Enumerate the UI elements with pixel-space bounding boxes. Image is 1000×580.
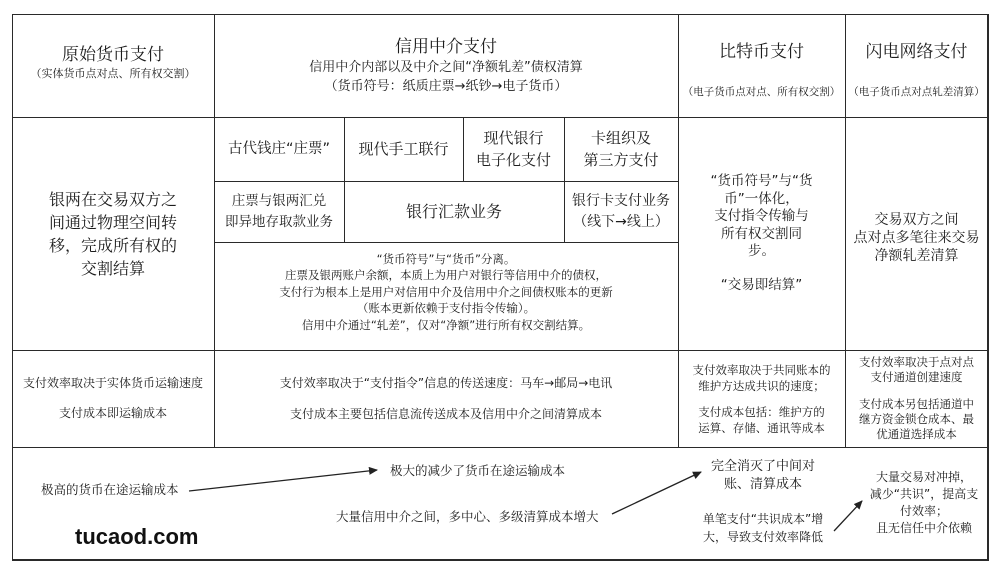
header-cell-bitcoin xyxy=(678,14,845,117)
arrow-credit-to-bitcoin xyxy=(612,472,701,514)
text-line: 维护方达成共识的速度； xyxy=(698,378,825,393)
text-line: 交割结算 xyxy=(80,258,145,278)
text-line: 大量交易对冲掉， xyxy=(875,470,972,484)
subcell-bank-remittance xyxy=(344,181,564,242)
text-line: 单笔支付“共识成本”增 xyxy=(702,512,824,526)
column-title: 信用中介支付 xyxy=(395,36,497,57)
text-line: 银行汇款业务 xyxy=(405,201,502,221)
column-title: 闪电网络支付 xyxy=(865,42,968,62)
text-line: 移，完成所有权的 xyxy=(48,235,177,255)
arrow-original-to-credit xyxy=(189,470,377,491)
subcell-manual-interbank xyxy=(344,117,463,181)
text-line: 支付行为根本上是用户对信用中介及信用中介之间债权账本的更新 xyxy=(279,284,613,299)
text-line: 所有权交割同 xyxy=(721,225,802,242)
column-title: 比特币支付 xyxy=(719,42,804,62)
text-line: 古代钱庄“庄票” xyxy=(227,141,331,157)
mechanism-cell-original xyxy=(12,117,214,350)
text-line: 减少“共识”，提高支 xyxy=(869,487,979,501)
text-line: 庄票与银两汇兑 xyxy=(231,192,327,209)
text-line: 步。 xyxy=(748,243,775,259)
header-cell-original-currency xyxy=(12,14,214,117)
text-line: 完全消灭了中间对 xyxy=(710,459,815,474)
text-line: 支付效率取决于实体货币运输速度 xyxy=(22,376,203,390)
text-line: 卡组织及 xyxy=(590,129,651,147)
text-line: 运算、存储、通讯等成本 xyxy=(698,420,825,435)
text-line: （账本更新依赖于支付指令传输）。 xyxy=(356,301,536,316)
text-line: 庄票及银两账户余额，本质上为用户对银行等信用中介的债权， xyxy=(285,268,607,283)
text-line: 币”一体化， xyxy=(724,190,799,207)
efficiency-cell-original xyxy=(12,350,214,447)
text-line: 银两在交易双方之 xyxy=(48,189,177,209)
column-title: 原始货币支付 xyxy=(62,44,164,65)
text-line: 继方资金锁仓成本、最 xyxy=(859,412,974,426)
efficiency-cell-lightning xyxy=(845,350,988,447)
table-border-bottom xyxy=(12,559,989,561)
text-line: 大，导致支付效率降低 xyxy=(702,529,823,544)
subcell-card-third-party xyxy=(564,117,678,181)
subcell-electronic-banking xyxy=(463,117,564,181)
text-line: 银行卡支付业务 xyxy=(572,192,670,209)
text-line: 第三方支付 xyxy=(583,151,659,169)
arrow-bitcoin-to-lightning xyxy=(834,501,862,531)
text-line: 账、清算成本 xyxy=(723,476,802,492)
subcell-ancient-bank-notes xyxy=(214,117,344,181)
column-subtitle: （电子货币点对点、所有权交割） xyxy=(682,86,841,98)
evolution-bitcoin-gain xyxy=(700,458,826,493)
text-line: 现代手工联行 xyxy=(358,140,449,158)
text-line: 支付成本包括：维护方的 xyxy=(698,404,825,419)
text-line: 即异地存取款业务 xyxy=(225,213,333,230)
header-cell-credit-intermediary xyxy=(214,14,678,117)
watermark: tucaod.com xyxy=(75,524,199,549)
text-line: 净额轧差清算 xyxy=(874,247,959,264)
row-divider-efficiency xyxy=(12,447,989,448)
subcell-note-exchange xyxy=(214,181,344,242)
text-line: 支付效率取决于共同账本的 xyxy=(692,362,831,377)
subcell-bank-card xyxy=(564,181,678,242)
text-line: 支付指令传输与 xyxy=(714,208,809,224)
text-line: 间通过物理空间转 xyxy=(48,212,177,232)
text-line: 支付成本即运输成本 xyxy=(58,406,167,420)
efficiency-cell-credit xyxy=(214,350,678,447)
text-line: 优通道选择成本 xyxy=(876,427,957,441)
text-line: 付效率； xyxy=(899,504,948,518)
text-line: 信用中介通过“轧差”，仅对“净额”进行所有权交割结算。 xyxy=(301,317,591,332)
text-line: 支付成本另包括通道中 xyxy=(859,397,974,411)
mechanism-cell-lightning xyxy=(845,117,988,350)
column-subtitle: （电子货币点对点轧差清算） xyxy=(848,86,985,98)
text-line: 支付通道创建速度 xyxy=(870,370,963,384)
efficiency-cell-bitcoin xyxy=(678,350,845,447)
text-line: 电子化支付 xyxy=(475,151,551,169)
evolution-original-problem: 极高的货币在途运输成本 xyxy=(41,482,179,497)
text-line: “货币符号”与“货币”分离。 xyxy=(376,251,516,266)
header-cell-lightning xyxy=(845,14,988,117)
tagline: “交易即结算” xyxy=(720,276,803,293)
column-subtitle-line: 信用中介内部以及中介之间“净额轧差”债权清算 xyxy=(309,59,583,75)
subcell-credit-summary xyxy=(214,242,678,350)
evolution-credit-problem: 大量信用中介之间，多中心、多级清算成本增大 xyxy=(336,509,599,524)
text-line: “货币符号”与“货 xyxy=(710,173,813,189)
text-line: 且无信任中介依赖 xyxy=(875,521,972,535)
text-line: 交易双方之间 xyxy=(874,211,959,228)
text-line: 支付成本主要包括信息流传送成本及信用中介之间清算成本 xyxy=(289,406,602,421)
column-subtitle-line: （货币符号：纸质庄票→纸钞→电子货币） xyxy=(324,78,568,94)
text-line: 支付效率取决于“支付指令”信息的传送速度：马车→邮局→电讯 xyxy=(279,375,613,390)
evolution-lightning-gain xyxy=(862,469,986,537)
column-subtitle: （实体货币点对点、所有权交割） xyxy=(30,66,196,80)
text-line: 支付效率取决于点对点 xyxy=(859,355,974,369)
evolution-bitcoin-problem xyxy=(695,511,831,546)
text-line: 点对点多笔往来交易 xyxy=(853,229,980,246)
text-line: 现代银行 xyxy=(483,129,544,147)
mechanism-cell-bitcoin xyxy=(678,117,845,350)
evolution-credit-gain: 极大的减少了货币在途运输成本 xyxy=(390,463,566,478)
text-line: （线下→线上） xyxy=(573,213,669,230)
